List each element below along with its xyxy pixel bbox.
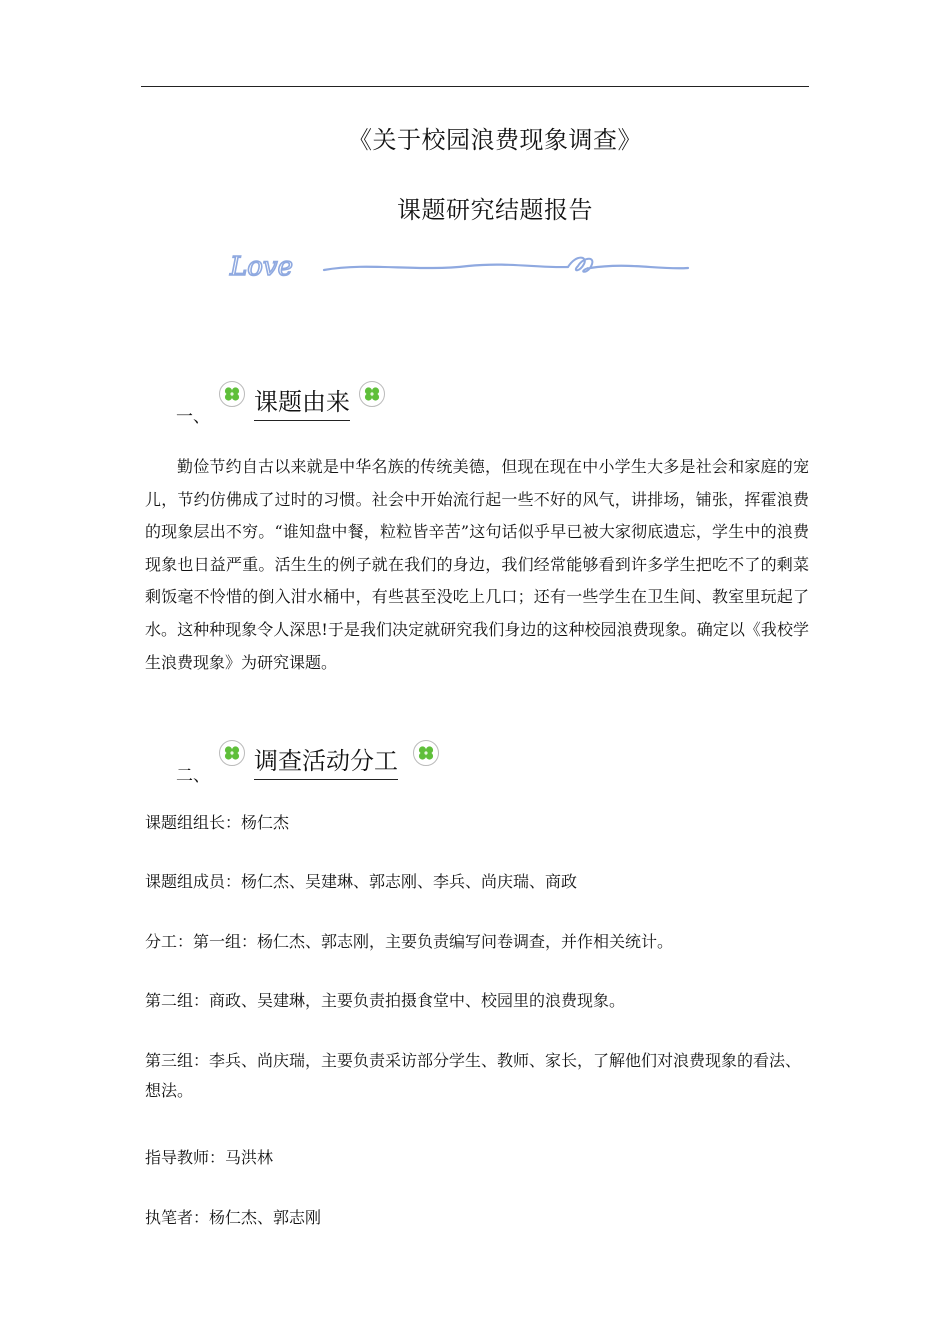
document-subtitle: 课题研究结题报告	[397, 196, 593, 224]
section-2-heading	[176, 739, 456, 789]
header-rule	[141, 86, 809, 87]
section-1-heading	[176, 380, 396, 430]
writers-line: 执笔者：杨仁杰、郭志刚	[145, 1208, 322, 1227]
group-1-line: 分工：第一组：杨仁杰、郭志刚，主要负责编写问卷调查，并作相关统计。	[145, 932, 674, 951]
team-members-line: 课题组成员：杨仁杰、吴建琳、郭志刚、李兵、尚庆瑞、商政	[145, 872, 578, 891]
clover-icon	[218, 380, 246, 408]
team-leader-line: 课题组组长：杨仁杰	[145, 813, 290, 832]
section-1-title: 课题由来	[254, 382, 350, 421]
clover-icon	[218, 739, 246, 767]
section-2-title: 调查活动分工	[254, 741, 398, 780]
group-3-line: 第三组：李兵、尚庆瑞，主要负责采访部分学生、教师、家长，了解他们对浪费现象的看法、想法。	[145, 1051, 802, 1100]
section-1-number: 一、	[176, 407, 210, 427]
section-1-paragraph: 勤俭节约自古以来就是中华名族的传统美德，但现在现在中小学生大多是社会和家庭的宠儿，节约仿佛成了过时的习惯。社会中开始流行起一些不好的风气，讲排场，铺张，挥霍浪费的现象层出不穷。“谁知盘中餐，粒粒皆辛苦”这句话似乎早已被大家彻底遗忘，学生中的浪费现象也日益严重。活生生的例子就在我们的身边，我们经常能够看到许多学生把吃不了的剩菜剩饭毫不怜惜的倒入泔水桶中，有些甚至没吃上几口；还有一些学生在卫生间、教室里玩起了水。这种种现象令人深思!于是我们决定就研究我们身边的这种校园浪费现象。确定以《我校学生浪费现象》为研究课题。	[145, 457, 809, 672]
document-title: 《关于校园浪费现象调查》	[348, 126, 642, 154]
love-ribbon-decoration	[228, 248, 692, 284]
section-2-number: 二、	[176, 766, 210, 786]
group-2-line: 第二组：商政、吴建琳，主要负责拍摄食堂中、校园里的浪费现象。	[145, 991, 626, 1010]
love-word: Love	[230, 252, 293, 282]
advisor-line: 指导教师：马洪林	[145, 1148, 274, 1167]
clover-icon	[412, 739, 440, 767]
clover-icon	[358, 380, 386, 408]
